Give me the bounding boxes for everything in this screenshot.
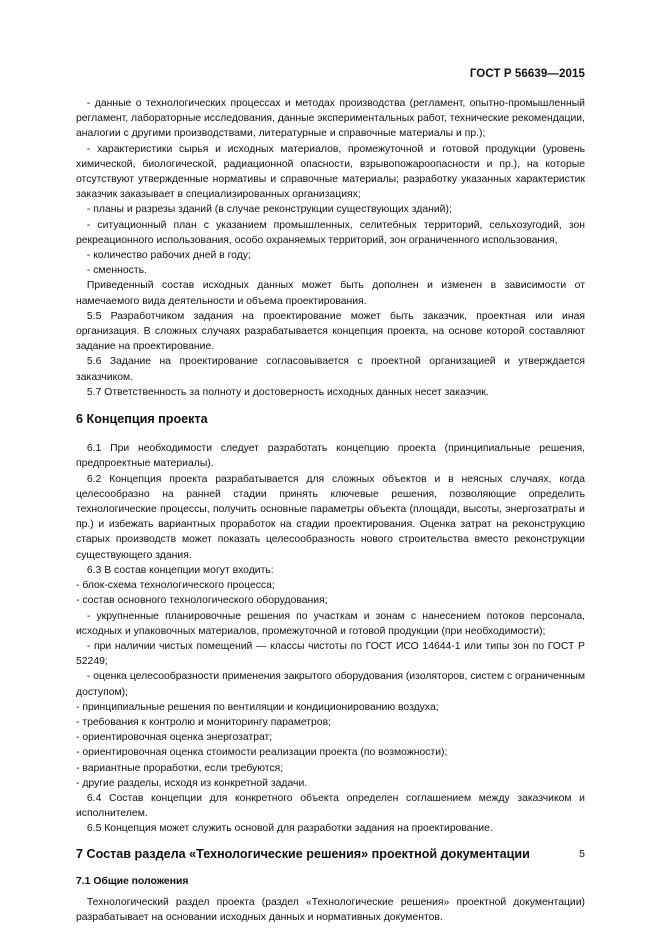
list-item: - принципиальные решения по вентиляции и кондиционированию воздуха; — [76, 701, 439, 713]
list-item: - блок-схема технологического процесса; — [76, 580, 275, 592]
clause-6-1: 6.1 При необходимости следует разработать концепцию проекта (принципиальные решения, предпроектные материалы). — [76, 443, 585, 470]
list-item: - ориентировочная оценка стоимости реализации проекта (по возможности); — [76, 747, 448, 759]
list-item: - сменность. — [86, 265, 147, 277]
list-item: - при наличии чистых помещений — классы чистоты по ГОСТ ИСО 14644-1 или типы зон по ГОСТ Р 52249; — [76, 640, 585, 668]
page-number: 5 — [579, 848, 585, 860]
section-7-heading: 7 Состав раздела «Технологические решения» проектной документации — [76, 846, 530, 861]
clause-5-6: 5.6 Задание на проектирование согласовывается с проектной организацией и утверждается заказчиком. — [76, 356, 585, 383]
subsection-7-1-heading: 7.1 Общие положения — [76, 875, 189, 887]
clause-5-5: 5.5 Разработчиком задания на проектирование может быть заказчик, проектная или иная организация. В сложных случаях разрабатывается концепция проекта, на основе которой составляют задание на проектирование. — [76, 310, 585, 353]
list-item: - требования к контролю и мониторингу параметров; — [76, 716, 331, 728]
clause-5-7: 5.7 Ответственность за полноту и достоверность исходных данных несет заказчик. — [86, 386, 489, 398]
section-6-heading: 6 Концепция проекта — [76, 412, 208, 427]
clause-6-3: 6.3 В состав концепции могут входить: — [86, 564, 274, 576]
document-body — [76, 96, 585, 925]
list-item: - ситуационный план с указанием промышленных, селитебных территорий, сельхозугодий, зон рекреационного использования, особо охраняемых территорий, зон ограниченного использования, — [76, 219, 585, 246]
list-item: - планы и разрезы зданий (в случае реконструкции существующих зданий); — [86, 204, 452, 216]
paragraph: Приведенный состав исходных данных может быть дополнен и изменен в зависимости от намечаемого вида деятельности и объема проектирования. — [76, 280, 585, 307]
document-id-header: ГОСТ Р 56639—2015 — [469, 68, 585, 80]
list-item: - другие разделы, исходя из конкретной задачи. — [76, 777, 308, 789]
clause-6-5: 6.5 Концепция может служить основой для разработки задания на проектирование. — [86, 823, 493, 835]
clause-6-4: 6.4 Состав концепции для конкретного объекта определен соглашением между заказчиком и исполнителем. — [76, 792, 585, 820]
list-item: - укрупненные планировочные решения по участкам и зонам с нанесением потоков персонала, исходных и упаковочных материалов, промежуточной и готовой продукции (при необходимости); — [76, 610, 585, 637]
list-item: - ориентировочная оценка энергозатрат; — [76, 732, 273, 744]
list-item: - вариантные проработки, если требуются; — [76, 762, 284, 774]
list-item: - количество рабочих дней в году; — [86, 250, 251, 262]
list-item: - характеристики сырья и исходных материалов, промежуточной и готовой продукции (уровень химической, биологической, радиационной опасности, взрывопожароопасности и пр.), на которые отсутствуют утвержденные нормативы и справочные материалы; разработку указанных характеристик заказчик заказывает в специализированных организациях; — [76, 143, 585, 201]
list-item: - данные о технологических процессах и методах производства (регламент, опытно-промышленный регламент, лабораторные исследования, данные экспериментальных работ, технические рекомендации, аналогии с другими производствами, литературные и справочные материалы и пр.); — [76, 98, 585, 140]
list-item: - оценка целесообразности применения закрытого оборудования (изоляторов, систем с ограниченным доступом); — [76, 671, 586, 698]
clause-6-2: 6.2 Концепция проекта разрабатывается для сложных объектов и в неясных случаях, когда целесообразно на ранней стадии принять ключевые решения, позволяющие определить технологические процессы, получить основные параметры объекта (площади, высоты, энергозатраты и пр.) и избежать вариантных проработок на стадии проектирования. Оценка затрат на реконструкцию старых производств может показать целесообразность нового строительства вместо реконструкции существующего здания. — [76, 473, 585, 561]
list-item: - состав основного технологического оборудования; — [76, 595, 328, 607]
paragraph: Технологический раздел проекта (раздел «Технологические решения» проектной документации) разрабатывает на основании исходных данных и нормативных документов. — [76, 896, 585, 924]
